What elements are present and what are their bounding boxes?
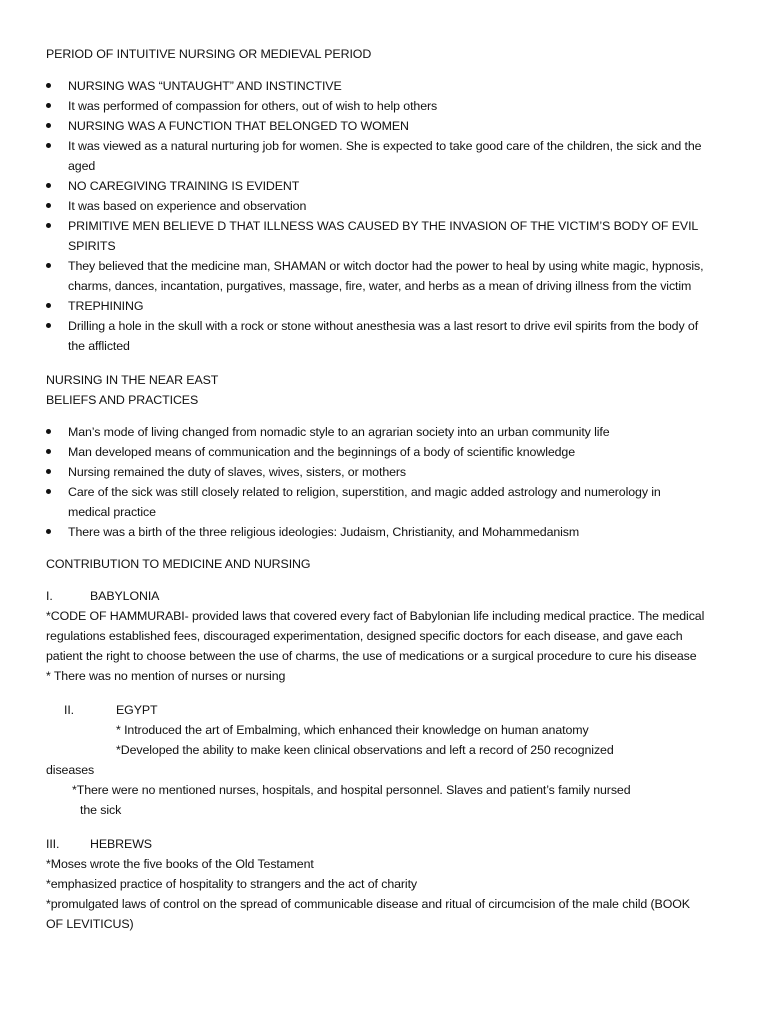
list-item: Nursing remained the duty of slaves, wives, sisters, or mothers <box>46 462 706 482</box>
list-item: NURSING WAS “UNTAUGHT” AND INSTINCTIVE <box>46 76 706 96</box>
section-title-contribution: CONTRIBUTION TO MEDICINE AND NURSING <box>46 557 311 571</box>
egypt-line: * Introduced the art of Embalming, which enhanced their knowledge on human anatomy <box>116 723 589 737</box>
list-item: Care of the sick was still closely related to religion, superstition, and magic added astrology and numerology in medical practice <box>46 482 706 522</box>
bullet-list-near-east <box>46 422 706 542</box>
section-title-intuitive-nursing: PERIOD OF INTUITIVE NURSING OR MEDIEVAL PERIOD <box>46 47 372 61</box>
list-item: Man’s mode of living changed from nomadic style to an agrarian society into an urban community life <box>46 422 706 442</box>
babylonia-heading <box>46 586 706 606</box>
bullet-list-intuitive-nursing <box>46 76 706 356</box>
section-name: HEBREWS <box>90 837 152 851</box>
list-item: It was performed of compassion for others, out of wish to help others <box>46 96 706 116</box>
list-item: NURSING WAS A FUNCTION THAT BELONGED TO WOMEN <box>46 116 706 136</box>
egypt-line: *There were no mentioned nurses, hospitals, and hospital personnel. Slaves and patient’s family nursed <box>72 783 631 797</box>
list-item: It was based on experience and observation <box>46 196 706 216</box>
section-number: III. <box>46 837 60 851</box>
section-name: BABYLONIA <box>90 589 160 603</box>
list-item: Drilling a hole in the skull with a rock or stone without anesthesia was a last resort to drive evil spirits from the body of the afflicted <box>46 316 706 356</box>
hebrews-line: *Moses wrote the five books of the Old Testament <box>46 857 314 871</box>
egypt-line-continued: diseases <box>46 763 95 777</box>
document-page <box>46 44 706 934</box>
list-item: TREPHINING <box>46 296 706 316</box>
egypt-heading <box>46 700 706 720</box>
hebrews-heading <box>46 834 706 854</box>
section-number: I. <box>46 589 53 603</box>
list-item: It was viewed as a natural nurturing job for women. She is expected to take good care of the children, the sick and the aged <box>46 136 706 176</box>
section-number: II. <box>64 703 75 717</box>
section-title-near-east: NURSING IN THE NEAR EAST <box>46 373 219 387</box>
section-name: EGYPT <box>116 703 158 717</box>
hebrews-line: *promulgated laws of control on the spread of communicable disease and ritual of circumcision of the male child (BOOK OF LEVITICUS) <box>46 897 690 931</box>
list-item: NO CAREGIVING TRAINING IS EVIDENT <box>46 176 706 196</box>
list-item: There was a birth of the three religious ideologies: Judaism, Christianity, and Mohammedanism <box>46 522 706 542</box>
babylonia-paragraph: *CODE OF HAMMURABI- provided laws that covered every fact of Babylonian life including medical practice. The medical regulations established fees, discouraged experimentation, designed specific doctors for each disease, and gave each patient the right to choose between the use of charms, the use of medications or a surgical procedure to cure his disease <box>46 609 705 663</box>
egypt-line: *Developed the ability to make keen clinical observations and left a record of 250 recognized <box>116 743 614 757</box>
section-subtitle-beliefs: BELIEFS AND PRACTICES <box>46 393 199 407</box>
list-item: Man developed means of communication and the beginnings of a body of scientific knowledge <box>46 442 706 462</box>
list-item: They believed that the medicine man, SHAMAN or witch doctor had the power to heal by using white magic, hypnosis, charms, dances, incantation, purgatives, massage, fire, water, and herbs as a mean of driving illness from the victim <box>46 256 706 296</box>
hebrews-line: *emphasized practice of hospitality to strangers and the act of charity <box>46 877 418 891</box>
babylonia-note: * There was no mention of nurses or nursing <box>46 669 286 683</box>
egypt-line-continued: the sick <box>80 803 122 817</box>
list-item: PRIMITIVE MEN BELIEVE D THAT ILLNESS WAS CAUSED BY THE INVASION OF THE VICTIM’S BODY OF EVIL SPIRITS <box>46 216 706 256</box>
